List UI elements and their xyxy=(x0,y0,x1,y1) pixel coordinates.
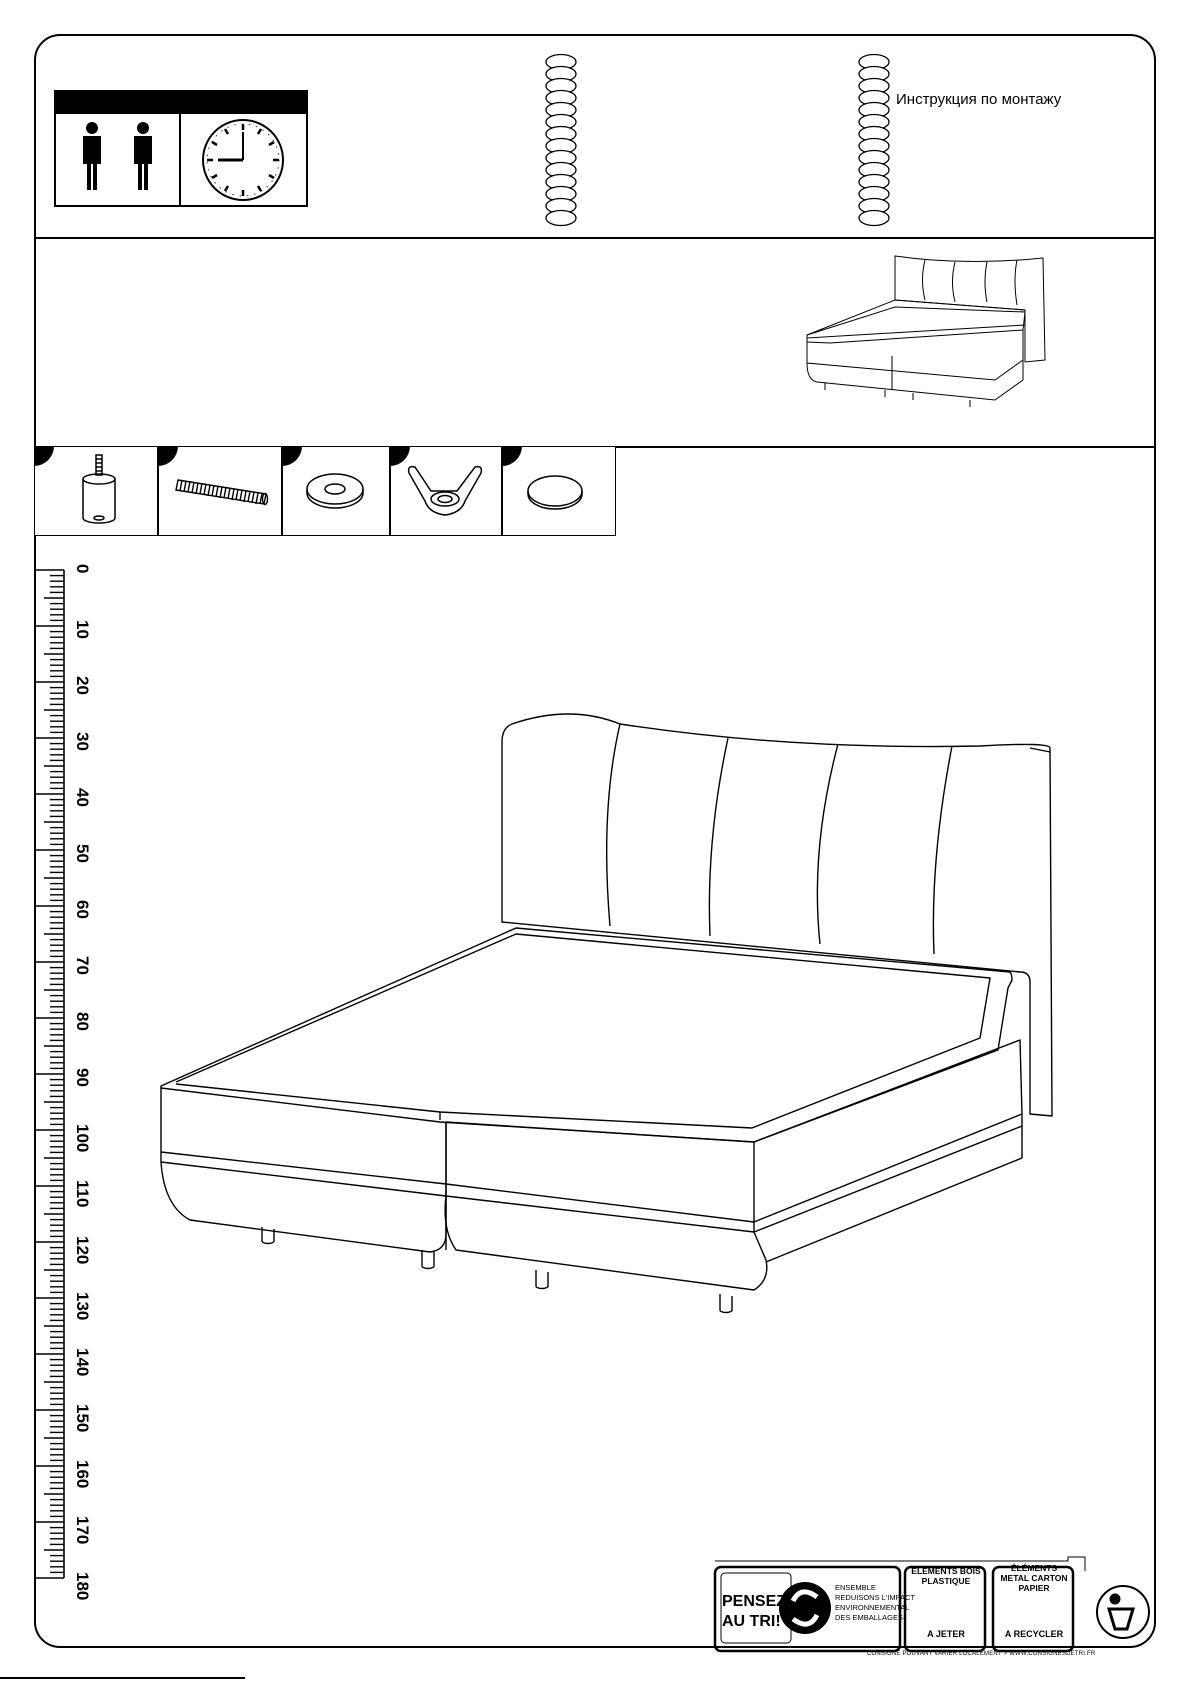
ruler-label: 80 xyxy=(73,1012,92,1031)
a-jeter-text: A JETER xyxy=(927,1629,965,1639)
bottom-rule xyxy=(0,1677,245,1679)
time-cell xyxy=(179,112,308,207)
part-number-marker xyxy=(34,446,54,466)
ruler-label: 140 xyxy=(73,1348,92,1377)
language-ovals-column-1 xyxy=(543,54,579,229)
ruler-label: 90 xyxy=(73,1068,92,1087)
part-number-marker xyxy=(282,446,302,466)
pensez-text: PENSEZ xyxy=(722,1593,787,1610)
leg-icon xyxy=(65,453,135,533)
metal-carton-block: ÉLÉMENTS METAL CARTON PAPIER xyxy=(1000,1563,1068,1593)
threaded-rod-icon xyxy=(174,472,274,512)
ruler-label: 180 xyxy=(73,1572,92,1601)
ruler-label: 110 xyxy=(73,1180,92,1208)
part-leg xyxy=(34,446,158,536)
ruler-label: 40 xyxy=(73,788,92,807)
language-ovals-column-2 xyxy=(856,54,892,229)
part-number-marker xyxy=(158,446,178,466)
ruler-label: 50 xyxy=(73,844,92,863)
impact-text: ENSEMBLE REDUISONS L'IMPACT ENVIRONNEMENTAL DES EMBALLAGES xyxy=(835,1583,916,1622)
language-label-russian: Инструкция по монтажу xyxy=(896,91,1062,108)
ruler-label: 100 xyxy=(73,1124,92,1153)
part-threaded-rod xyxy=(158,446,282,536)
ruler-label: 10 xyxy=(73,620,92,639)
au-tri-text: AU TRI! xyxy=(722,1613,781,1630)
ruler-label: 150 xyxy=(73,1404,92,1433)
part-washer xyxy=(282,446,390,536)
ruler-label: 70 xyxy=(73,956,92,975)
a-recycler-text: A RECYCLER xyxy=(1004,1629,1064,1639)
ruler-label: 60 xyxy=(73,900,92,919)
assembly-requirements-box xyxy=(54,90,308,207)
eco-footer-text: CONSIGNE POUVANT VARIER LOCALEMENT > WWW.CONSIGNESDETRI.FR xyxy=(867,1651,1096,1657)
ruler-label: 20 xyxy=(73,676,92,695)
two-people-icon xyxy=(56,114,179,205)
clock-icon xyxy=(181,114,306,205)
washer-icon xyxy=(295,467,375,517)
people-cell xyxy=(54,112,181,207)
part-number-marker xyxy=(502,446,522,466)
wing-nut-icon xyxy=(401,461,491,531)
bed-thumbnail xyxy=(795,250,1075,430)
ruler-label: 130 xyxy=(73,1292,92,1321)
requirements-header-bar xyxy=(54,90,308,112)
recycle-bin-icon xyxy=(1109,1595,1133,1629)
ruler-label: 120 xyxy=(73,1236,92,1265)
ruler-label: 160 xyxy=(73,1460,92,1489)
ruler-label: 30 xyxy=(73,732,92,751)
ruler-label: 0 xyxy=(73,564,92,574)
felt-pad-icon xyxy=(515,467,595,517)
section-divider-top xyxy=(34,237,1156,239)
part-felt-pad xyxy=(502,446,616,536)
ruler-label: 170 xyxy=(73,1516,92,1545)
bois-plastique-block: ÉLÉMENTS BOIS PLASTIQUE xyxy=(911,1566,981,1586)
part-wing-nut xyxy=(390,446,502,536)
bed-illustration xyxy=(150,710,1070,1330)
